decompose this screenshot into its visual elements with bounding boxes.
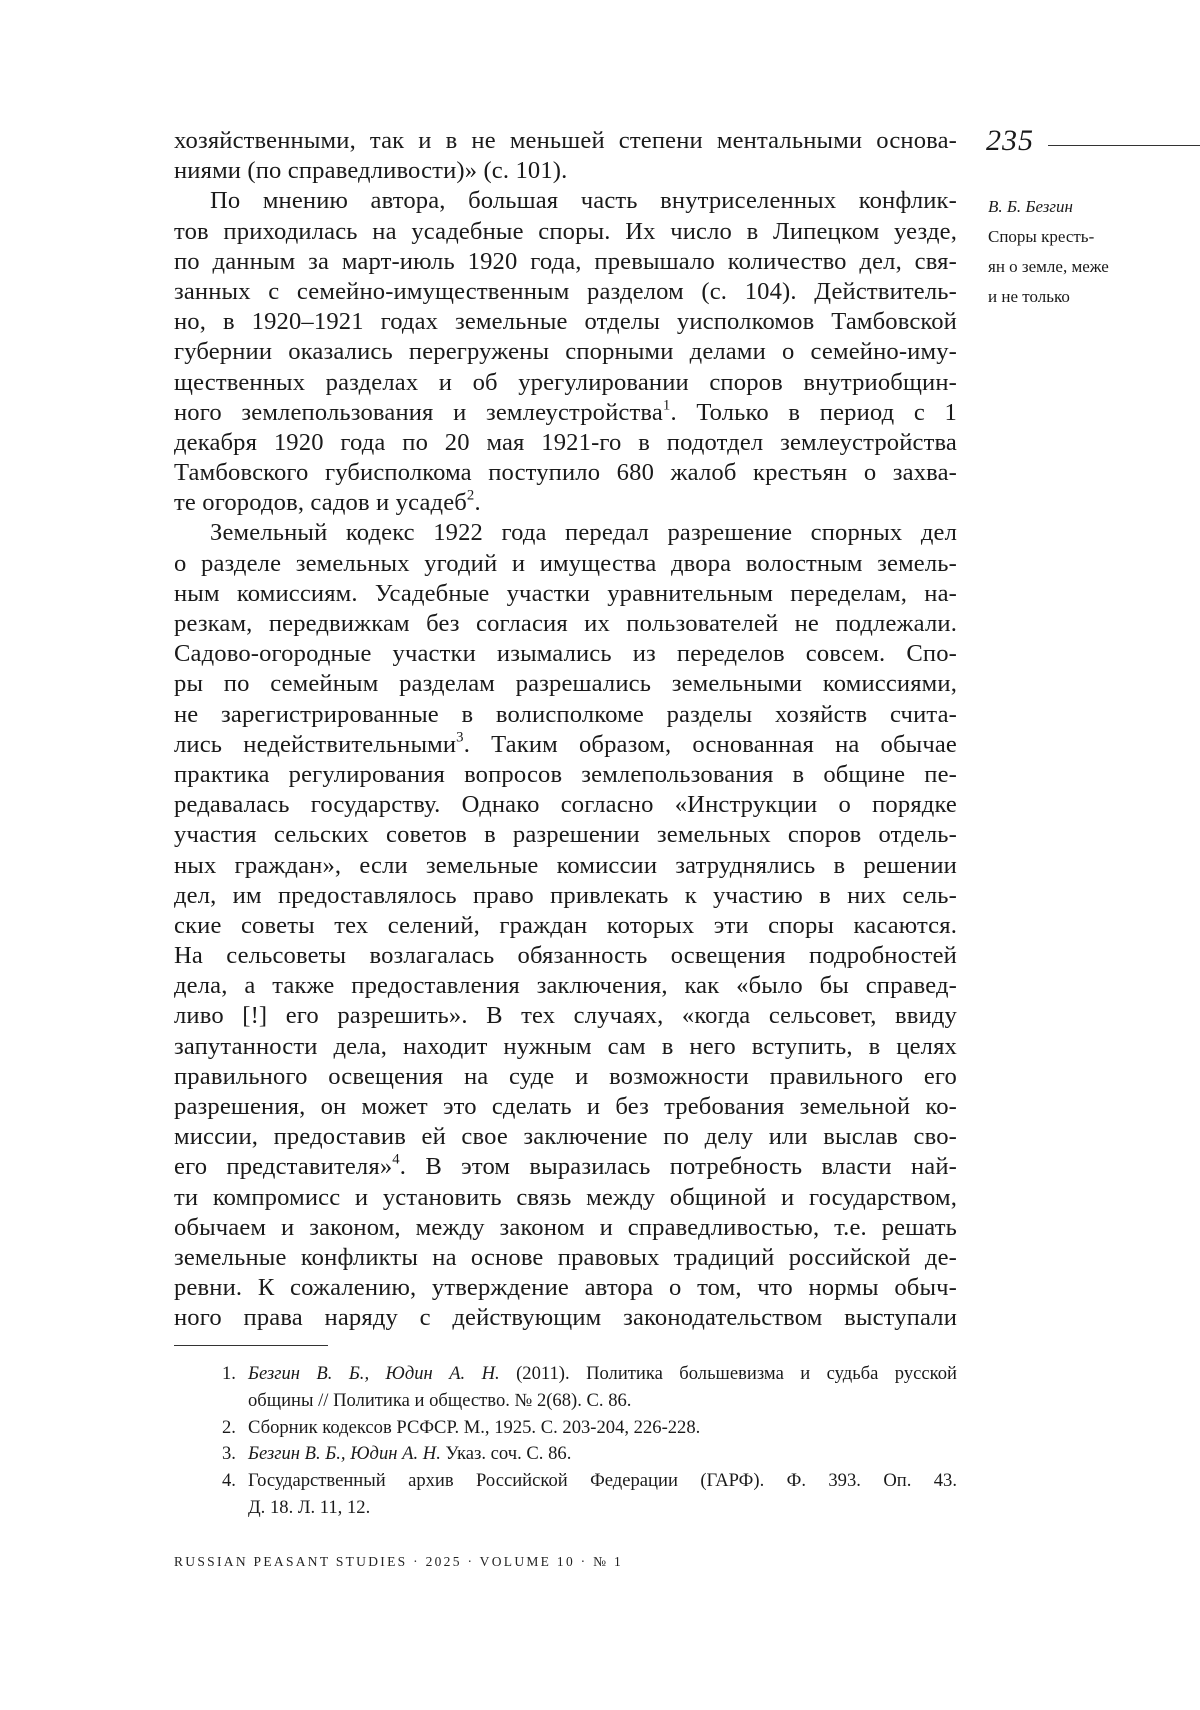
body-line: ливо [!] его разрешить». В тех случаях, «когда сельсовет, ввиду: [174, 1002, 957, 1030]
body-line: ти компромисс и установить связь между общиной и государством,: [174, 1183, 957, 1211]
body-line: правильного освещения на суде и возможности правильного его: [174, 1062, 957, 1090]
body-line: резкам, передвижкам без согласия их пользователей не подлежали.: [174, 610, 957, 637]
footnote-number: 1.: [222, 1363, 236, 1384]
footnote-line: Сборник кодексов РСФСР. М., 1925. С. 203-204, 226-228.: [248, 1416, 701, 1438]
footnote-line: Д. 18. Л. 11, 12.: [248, 1496, 371, 1518]
body-line: миссии, предоставив ей свое заключение по делу или выслав сво-: [174, 1123, 957, 1151]
body-line: Тамбовского губисполкома поступило 680 жалоб крестьян о захва-: [174, 459, 957, 487]
body-line: [174, 1152, 957, 1182]
footnote-mark: 2: [466, 487, 475, 504]
body-line: щественных разделах и об урегулировании споров внутриобщин-: [174, 368, 957, 396]
footnote-text: Указ. соч. С. 86.: [440, 1443, 572, 1465]
body-line: хозяйственными, так и в не меньшей степени ментальными основа-: [174, 127, 957, 154]
page-number: 235: [986, 124, 1034, 157]
body-line: ревни. К сожалению, утверждение автора о том, что нормы обыч-: [174, 1274, 957, 1302]
main-text: [174, 126, 957, 1334]
body-line: не зарегистрированные в волисполкоме разделы хозяйств счита-: [174, 700, 957, 728]
body-line: [174, 398, 957, 428]
body-line: ного права наряду с действующим законодательством выступали: [174, 1304, 957, 1332]
footnote-item: [222, 1441, 957, 1468]
body-line: тов приходилась на усадебные споры. Их число в Липецком уезде,: [174, 217, 957, 245]
footnote-item: [222, 1361, 957, 1415]
body-line: участия сельских советов в разрешении земельных споров отдель-: [174, 821, 957, 849]
footnotes: [222, 1361, 957, 1522]
body-line: запутанности дела, находит нужным сам в него вступить, в целях: [174, 1032, 957, 1060]
body-line: Земельный кодекс 1922 года передал разрешение спорных дел: [210, 519, 957, 547]
body-line-text: . Только в период с 1: [670, 398, 957, 426]
footnote-item: [222, 1468, 957, 1522]
body-line: декабря 1920 года по 20 мая 1921-го в подотдел землеустройства: [174, 428, 957, 456]
footnote-line: [248, 1441, 957, 1468]
body-line: Садово-огородные участки изымались из переделов совсем. Спо-: [174, 640, 957, 668]
running-head-title-line: и не только: [988, 287, 1070, 306]
footnote-line: [248, 1361, 957, 1388]
footnote-number: 3.: [222, 1443, 236, 1465]
footnote-mark: 4: [392, 1152, 400, 1169]
body-line: занных с семейно-имущественным разделом (с. 104). Действитель-: [174, 277, 957, 305]
footnote-line: Государственный архив Российской Федерации (ГАРФ). Ф. 393. Оп. 43.: [248, 1470, 957, 1492]
body-line: те огородов, садов и усадеб$^2$.: [174, 487, 481, 517]
body-line: редавалась государству. Однако согласно «Инструкции о порядке: [174, 791, 957, 819]
body-line: дела, а также предоставления заключения, как «было бы справед-: [174, 972, 957, 1000]
body-line: По мнению автора, большая часть внутриселенных конфлик-: [210, 187, 957, 215]
body-line: но, в 1920–1921 годах земельные отделы уисполкомов Тамбовской: [174, 308, 957, 336]
body-line: ры по семейным разделам разрешались земельными комиссиями,: [174, 670, 957, 698]
body-line-text: ного землепользования и землеустройства: [174, 398, 663, 426]
running-head-title-line: ян о земле, меже: [988, 257, 1109, 276]
body-line: о разделе земельных угодий и имущества двора волостным земель-: [174, 549, 957, 577]
footnote-number: 4.: [222, 1470, 236, 1492]
running-head-title-line: Споры кресть-: [988, 227, 1095, 246]
footnote-authors: Безгин В. Б., Юдин А. Н.: [248, 1363, 500, 1384]
footnote-number: 2.: [222, 1416, 236, 1438]
running-head-author: В. Б. Безгин: [988, 197, 1073, 216]
body-line: ным комиссиям. Усадебные участки уравнительным переделам, на-: [174, 579, 957, 607]
journal-footer: RUSSIAN PEASANT STUDIES · 2025 · VOLUME 10 · № 1: [174, 1554, 624, 1569]
body-line: дел, им предоставлялось право привлекать к участию в них сель-: [174, 881, 957, 909]
body-line-text: его представителя»: [174, 1153, 393, 1181]
body-line: по данным за март-июль 1920 года, превышало количество дел, свя-: [174, 247, 957, 275]
page-number-rule: [1048, 145, 1200, 146]
footnote-text: (2011). Политика большевизма и судьба русской: [499, 1363, 957, 1384]
running-head: [988, 192, 1188, 312]
footnote-item: [222, 1415, 957, 1442]
body-line: обычаем и законом, между законом и справедливостью, т.е. решать: [174, 1213, 957, 1241]
body-line: [174, 730, 957, 760]
body-line: губернии оказались перегружены спорными делами о семейно-иму-: [174, 338, 957, 366]
footnote-mark: 3: [456, 729, 464, 746]
body-line: На сельсоветы возлагалась обязанность освещения подробностей: [174, 942, 957, 970]
body-line: земельные конфликты на основе правовых традиций российской де-: [174, 1243, 957, 1271]
body-line-text: . В этом выразилась потребность власти най-: [399, 1153, 957, 1181]
body-line: ские советы тех селений, граждан которых эти споры касаются.: [174, 911, 957, 939]
footnote-authors: Безгин В. Б., Юдин А. Н.: [248, 1443, 441, 1465]
footnote-rule: [174, 1345, 328, 1346]
body-line: практика регулирования вопросов землепользования в общине пе-: [174, 760, 957, 788]
body-line-text: лись недействительными: [174, 730, 457, 758]
body-line: разрешения, он может это сделать и без требования земельной ко-: [174, 1093, 957, 1120]
body-line-text: . Таким образом, основанная на обычае: [463, 730, 957, 758]
footnote-mark: 1: [662, 397, 671, 414]
footnote-line: общины // Политика и общество. № 2(68). С. 86.: [248, 1389, 632, 1411]
body-line-text: те огородов, садов и усадеб: [174, 489, 467, 517]
body-line: ниями (по справедливости)» (с. 101).: [174, 157, 568, 185]
body-line: ных граждан», если земельные комиссии затруднялись в решении: [174, 851, 957, 879]
